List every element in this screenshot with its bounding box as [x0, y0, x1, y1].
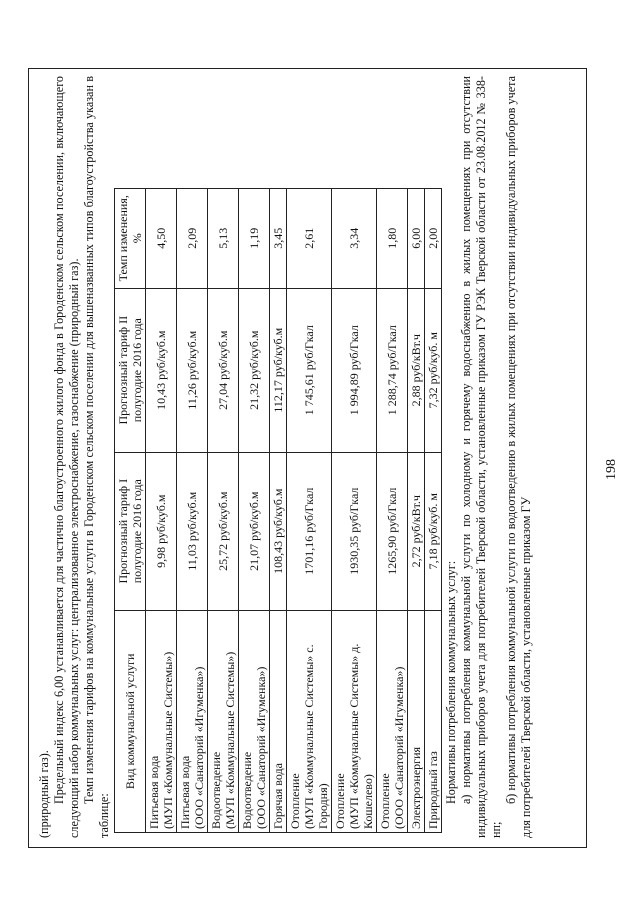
change-cell: 3,45: [270, 189, 287, 289]
paragraph-index: Предельный индекс 6,00 устанавливается для частично благоустроенного жилого фонда в Городенском сельском поселении, включающего следующий набор коммунальных услуг: централизованное электроснабжение, газоснабжение (природный газ).: [52, 76, 81, 838]
table-row: [239, 189, 270, 833]
header-service: Вид коммунальной услуги: [115, 610, 146, 832]
tariff1-cell: 7,18 руб/куб. м: [425, 452, 442, 610]
tariff2-cell: 1 994,89 руб/Гкал: [332, 288, 377, 452]
tariff1-cell: 1265,90 руб/Гкал: [377, 452, 408, 610]
tariff1-cell: 2,72 руб/кВт.ч: [408, 452, 425, 610]
table-row: [425, 189, 442, 833]
tariff-table: [114, 188, 442, 833]
tariff2-cell: 7,32 руб/куб. м: [425, 288, 442, 452]
service-cell: Питьевая вода (МУП «Коммунальные Системы»): [146, 610, 177, 832]
table-row: [177, 189, 208, 833]
tariff2-cell: 2,88 руб/кВт.ч: [408, 288, 425, 452]
change-cell: 5,13: [208, 189, 239, 289]
change-cell: 2,00: [425, 189, 442, 289]
service-cell: Отопление (МУП «Коммунальные Системы» с. Городня): [287, 610, 332, 832]
table-row: [408, 189, 425, 833]
tariff1-cell: 25,72 руб/куб.м: [208, 452, 239, 610]
tariff2-cell: 112,17 руб/куб.м: [270, 288, 287, 452]
paragraph-norms-a: а) нормативы потребления коммунальной услуги по холодному и горячему водоснабжению в жилых помещениях при отсутствии индивидуальных приборов учета для потребителей Тверской области, установленные приказом ГУ РЭК Тверской области от 23.08.2012 № 338-нп;: [459, 76, 503, 838]
service-cell: Электроэнергия: [408, 610, 425, 832]
tariff2-cell: 10,43 руб/куб.м: [146, 288, 177, 452]
tariff2-cell: 21,32 руб/куб.м: [239, 288, 270, 452]
table-header-row: [115, 189, 146, 833]
paragraph-norms-heading: Нормативы потребления коммунальных услуг:: [444, 560, 458, 804]
paragraph-gas: (природный газ).: [37, 750, 51, 838]
table-row: [377, 189, 408, 833]
table-row: [208, 189, 239, 833]
change-cell: 1,80: [377, 189, 408, 289]
service-cell: Питьевая вода (ООО «Санаторий «Игуменка»): [177, 610, 208, 832]
service-cell: Отопление (ООО «Санаторий «Игуменка»): [377, 610, 408, 832]
tariff2-cell: 11,26 руб/куб.м: [177, 288, 208, 452]
tariff1-cell: 108,43 руб/куб.м: [270, 452, 287, 610]
tariff2-cell: 27,04 руб/куб.м: [208, 288, 239, 452]
tariff1-cell: 11,03 руб/куб.м: [177, 452, 208, 610]
service-cell: Водоотведение (МУП «Коммунальные Системы»): [208, 610, 239, 832]
header-change: Темп изменения, %: [115, 189, 146, 289]
table-row: [146, 189, 177, 833]
service-cell: Природный газ: [425, 610, 442, 832]
header-tariff-h2: Прогнозный тариф II полугодие 2016 года: [115, 288, 146, 452]
paragraph-table-intro: Темп изменения тарифов на коммунальные услуги в Городенском сельском поселении для вышеназванных типов благоустройства указан в таблице:: [82, 76, 111, 838]
table-row: [270, 189, 287, 833]
header-tariff-h1: Прогнозный тариф I полугодие 2016 года: [115, 452, 146, 610]
page-number: 198: [604, 459, 619, 480]
paragraph-norms-b: б) нормативы потребления коммунальной услуги по водоотведению в жилых помещениях при отсутствии индивидуальных приборов учета для потребителей Тверской области, установленные приказом ГУ: [504, 76, 533, 838]
tariff1-cell: 9,98 руб/куб.м: [146, 452, 177, 610]
tariff1-cell: 1930,35 руб/Гкал: [332, 452, 377, 610]
change-cell: 1,19: [239, 189, 270, 289]
table-row: [287, 189, 332, 833]
page-content: [37, 76, 534, 838]
change-cell: 6,00: [408, 189, 425, 289]
tariff2-cell: 1 288,74 руб/Гкал: [377, 288, 408, 452]
service-cell: Отопление (МУП «Коммунальные Системы» д. Кошелево): [332, 610, 377, 832]
service-cell: Водоотведение (ООО «Санаторий «Игуменка»): [239, 610, 270, 832]
tariff2-cell: 1 745,61 руб/Гкал: [287, 288, 332, 452]
change-cell: 2,61: [287, 189, 332, 289]
table-row: [332, 189, 377, 833]
change-cell: 4,50: [146, 189, 177, 289]
tariff1-cell: 1701,16 руб/Гкал: [287, 452, 332, 610]
change-cell: 2,09: [177, 189, 208, 289]
tariff1-cell: 21,07 руб/куб.м: [239, 452, 270, 610]
change-cell: 3,34: [332, 189, 377, 289]
service-cell: Горячая вода: [270, 610, 287, 832]
